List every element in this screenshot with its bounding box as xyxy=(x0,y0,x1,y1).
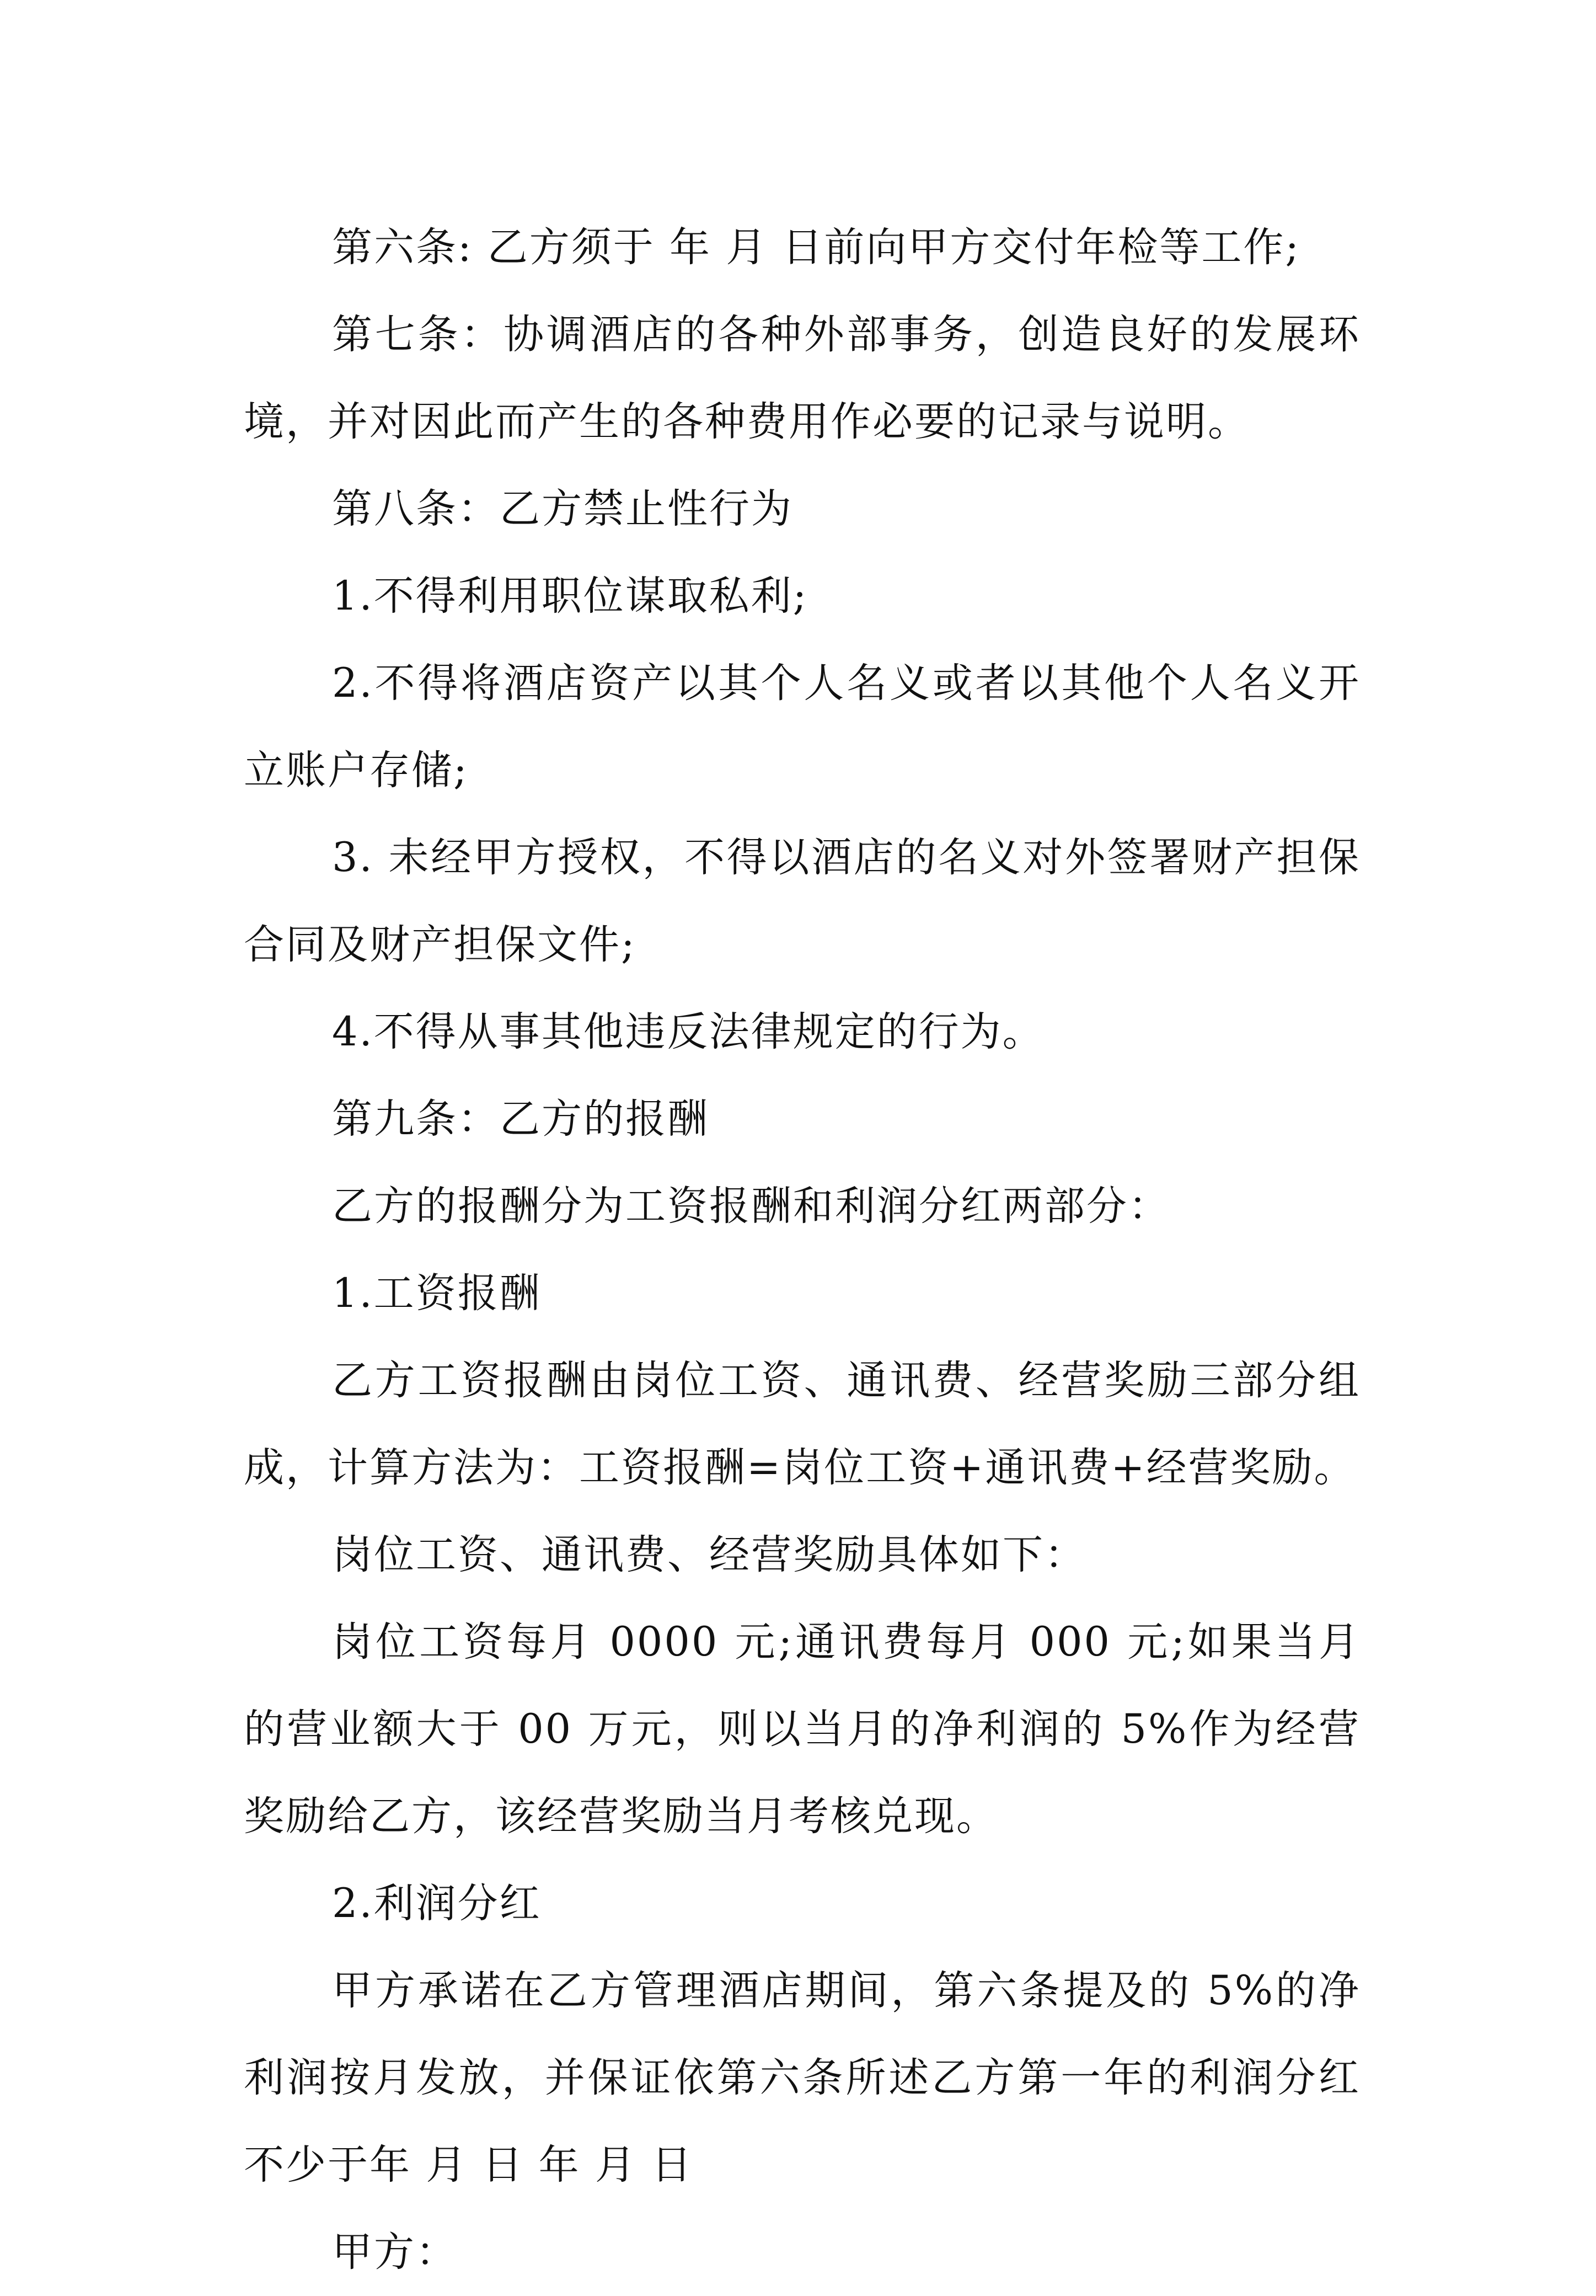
paragraph-salary-heading: 1.工资报酬 xyxy=(332,1270,542,1317)
paragraph-party-a-signature: 甲方： xyxy=(332,2229,458,2276)
paragraph-article-8-item-4: 4.不得从事其他违反法律规定的行为。 xyxy=(332,1008,1045,1055)
paragraph-salary-details-intro: 岗位工资、通讯费、经营奖励具体如下： xyxy=(332,1531,1086,1578)
paragraph-article-8-item-3: 3. 未经甲方授权，不得以酒店的名义对外签署财产担保合同及财产担保文件; xyxy=(244,834,1361,968)
paragraph-article-6: 第六条: 乙方须于 年 月 日前向甲方交付年检等工作; xyxy=(332,224,1301,271)
paragraph-article-8-heading: 第八条：乙方禁止性行为 xyxy=(332,485,793,532)
paragraph-article-8-item-2: 2.不得将酒店资产以其个人名义或者以其他个人名义开立账户存储; xyxy=(244,660,1361,794)
paragraph-article-7: 第七条：协调酒店的各种外部事务，创造良好的发展环境，并对因此而产生的各种费用作必要的记录与说明。 xyxy=(244,311,1361,445)
document-body xyxy=(244,204,1361,2296)
paragraph-salary-details: 岗位工资每月 0000 元;通讯费每月 000 元;如果当月的营业额大于 00 万元，则以当月的净利润的 5%作为经营奖励给乙方，该经营奖励当月考核兑现。 xyxy=(244,1619,1361,1840)
paragraph-profit-details: 甲方承诺在乙方管理酒店期间，第六条提及的 5%的净利润按月发放，并保证依第六条所述乙方第一年的利润分红不少于年 月 日 年 月 日 xyxy=(244,1967,1361,2188)
paragraph-profit-heading: 2.利润分红 xyxy=(332,1880,542,1927)
paragraph-compensation-overview: 乙方的报酬分为工资报酬和利润分红两部分： xyxy=(332,1183,1170,1230)
paragraph-article-9-heading: 第九条：乙方的报酬 xyxy=(332,1096,709,1142)
paragraph-salary-composition: 乙方工资报酬由岗位工资、通讯费、经营奖励三部分组成，计算方法为：工资报酬=岗位工资+通讯费+经营奖励。 xyxy=(244,1357,1361,1491)
paragraph-article-8-item-1: 1.不得利用职位谋取私利; xyxy=(332,573,808,620)
